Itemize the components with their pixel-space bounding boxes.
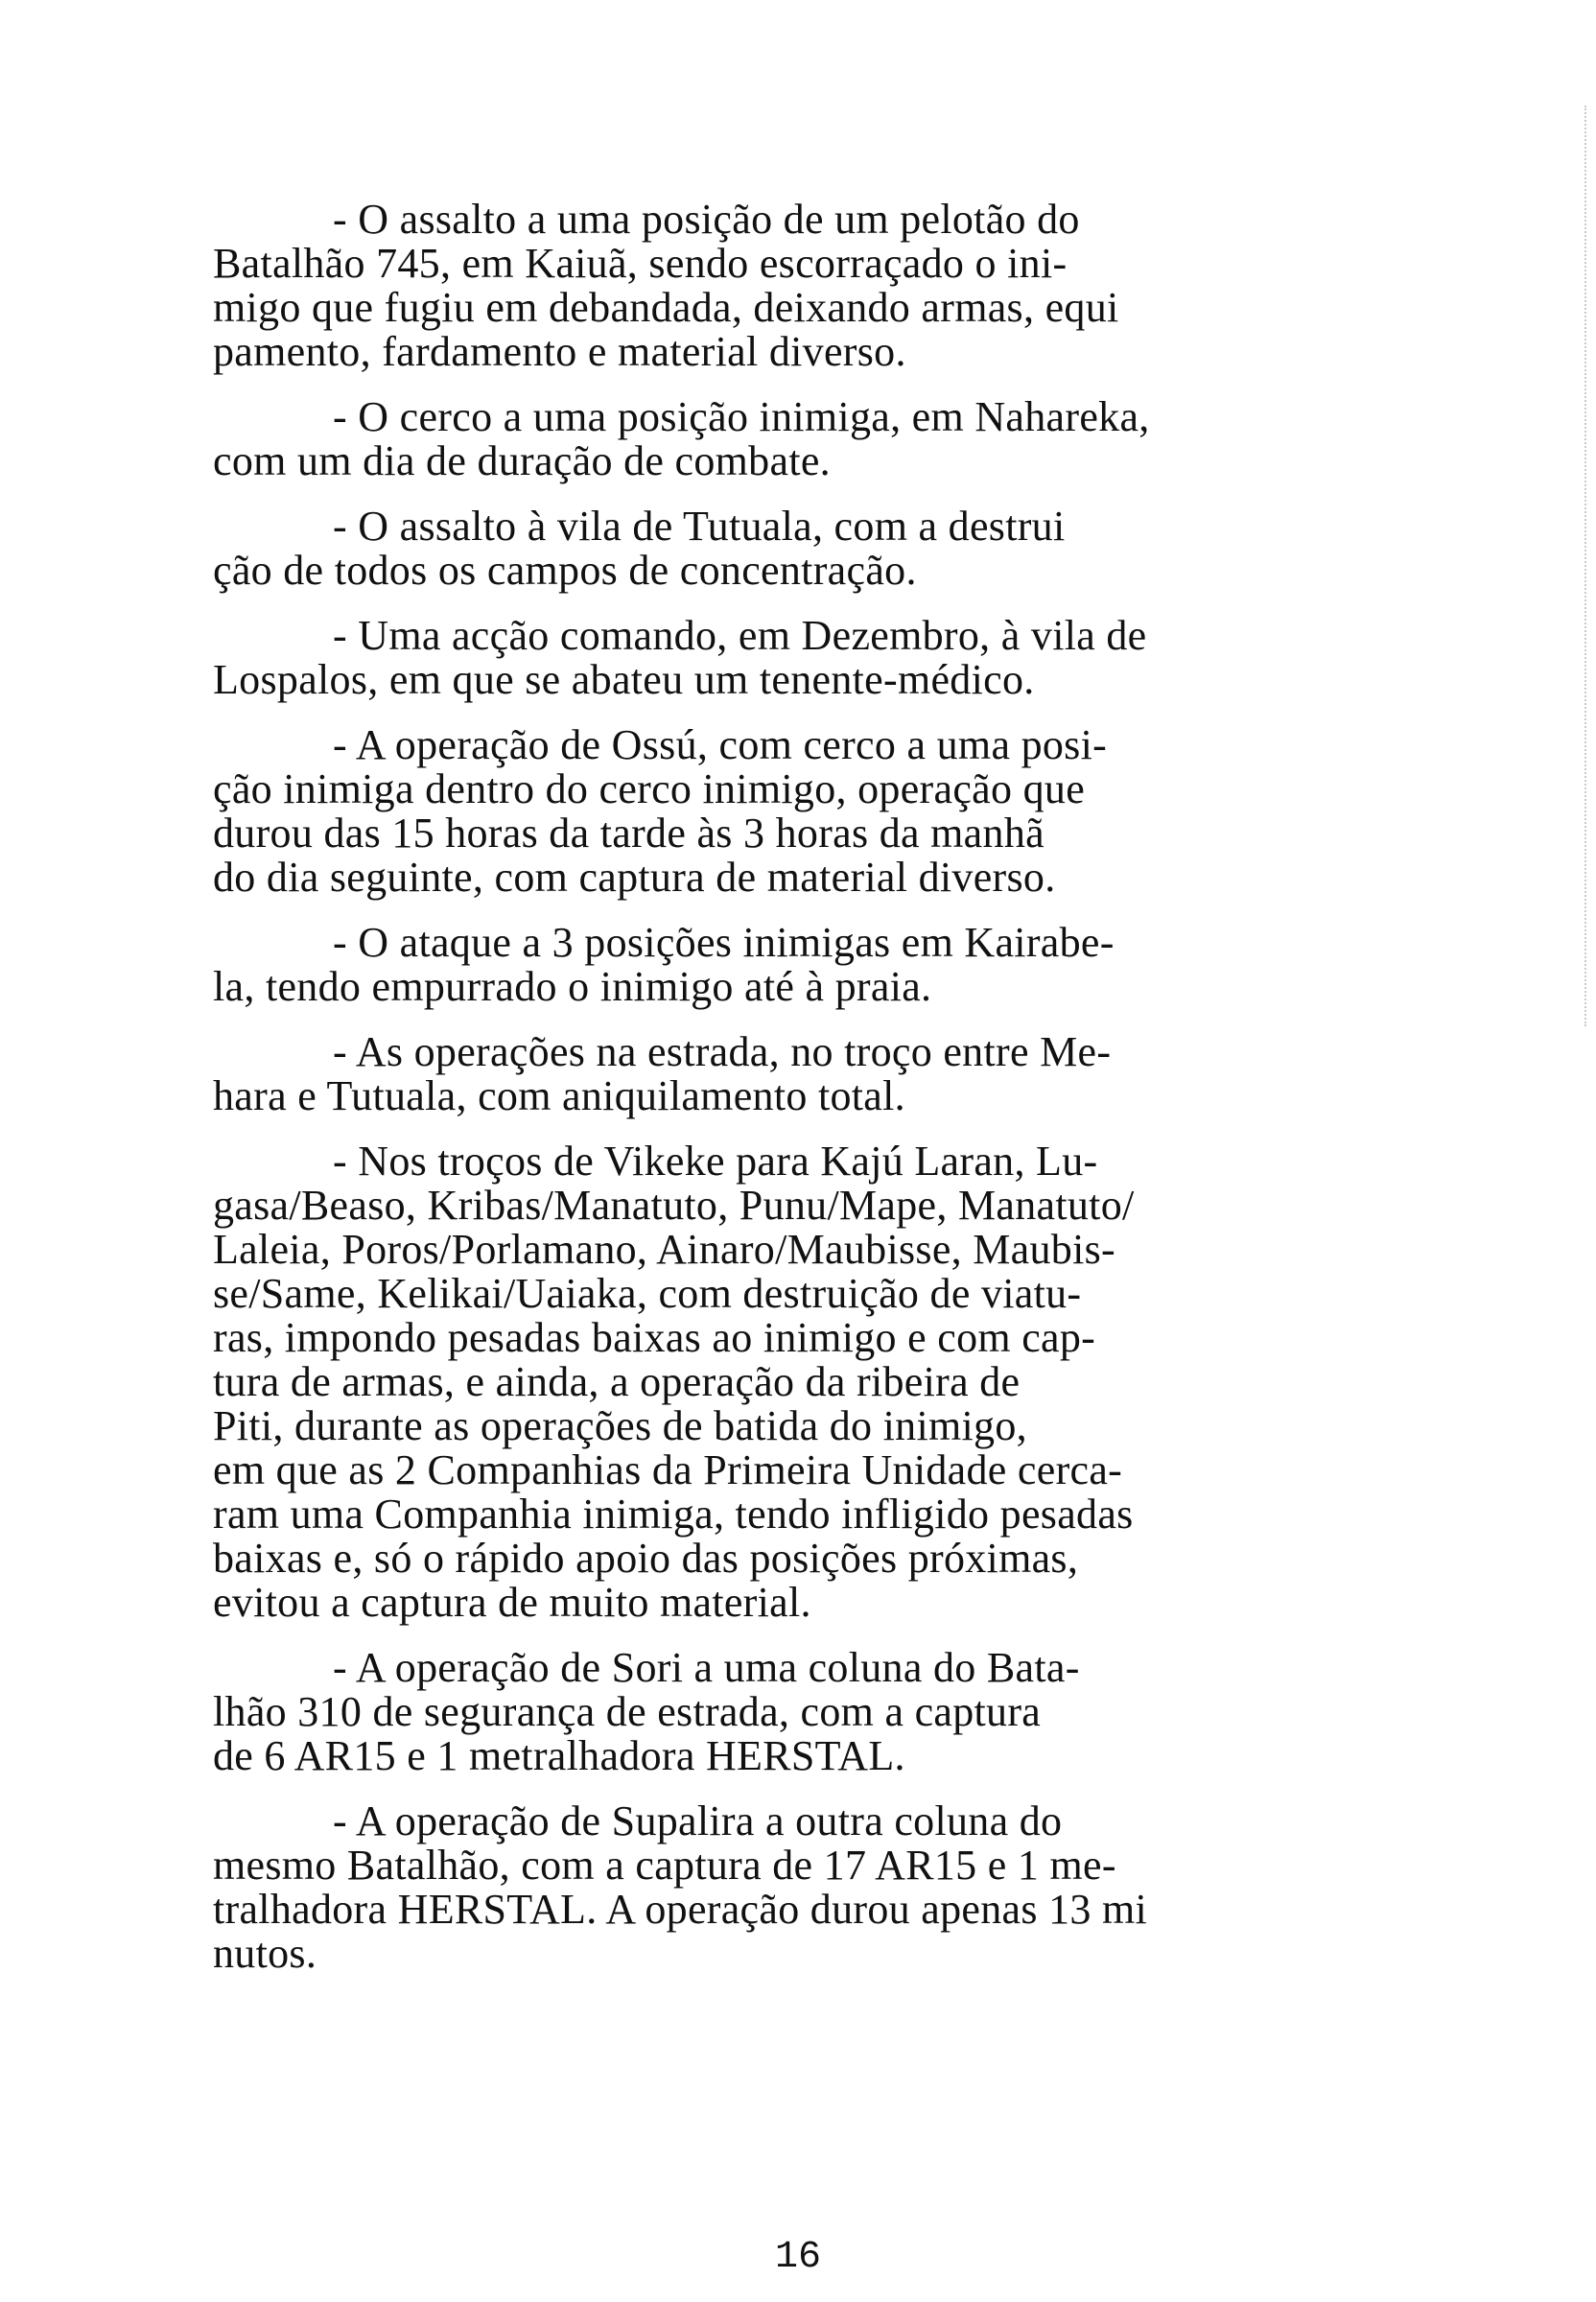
text-line: pamento, fardamento e material diverso. bbox=[213, 328, 906, 375]
text-line: - A operação de Sori a uma coluna do Bata- bbox=[333, 1644, 1080, 1691]
text-line: em que as 2 Companhias da Primeira Unidade cerca- bbox=[213, 1446, 1123, 1493]
text-line: ras, impondo pesadas baixas ao inimigo e com cap- bbox=[213, 1314, 1096, 1361]
text-line: ção inimiga dentro do cerco inimigo, operação que bbox=[213, 765, 1086, 812]
text-line: evitou a captura de muito material. bbox=[213, 1579, 811, 1626]
body-text bbox=[213, 198, 1460, 1997]
text-line: de 6 AR15 e 1 metralhadora HERSTAL. bbox=[213, 1732, 905, 1779]
paragraph bbox=[213, 395, 1460, 483]
text-line: - O cerco a uma posição inimiga, em Nahareka, bbox=[333, 393, 1150, 440]
text-line: Piti, durante as operações de batida do inimigo, bbox=[213, 1402, 1027, 1449]
paragraph bbox=[213, 1799, 1460, 1976]
text-line: tralhadora HERSTAL. A operação durou apenas 13 mi bbox=[213, 1886, 1148, 1933]
text-line: Lospalos, em que se abateu um tenente-médico. bbox=[213, 656, 1035, 703]
text-line: Batalhão 745, em Kaiuã, sendo escorraçado o ini- bbox=[213, 240, 1068, 287]
paragraph bbox=[213, 723, 1460, 900]
text-line: se/Same, Kelikai/Uaiaka, com destruição de viatu- bbox=[213, 1270, 1082, 1317]
text-line: la, tendo empurrado o inimigo até à praia. bbox=[213, 963, 932, 1010]
paragraph bbox=[213, 505, 1460, 593]
text-line: migo que fugiu em debandada, deixando armas, equi bbox=[213, 284, 1119, 331]
text-line: Laleia, Poros/Porlamano, Ainaro/Maubisse, Maubis- bbox=[213, 1226, 1115, 1273]
scan-edge-mark bbox=[1583, 106, 1586, 1026]
text-line: tura de armas, e ainda, a operação da ribeira de bbox=[213, 1358, 1021, 1405]
text-line: baixas e, só o rápido apoio das posições próximas, bbox=[213, 1535, 1079, 1582]
text-line: - A operação de Supalira a outra coluna do bbox=[333, 1797, 1063, 1844]
text-line: lhão 310 de segurança de estrada, com a captura bbox=[213, 1688, 1042, 1735]
text-line: nutos. bbox=[213, 1930, 317, 1977]
text-line: gasa/Beaso, Kribas/Manatuto, Punu/Mape, Manatuto/ bbox=[213, 1182, 1135, 1229]
paragraph bbox=[213, 1030, 1460, 1118]
text-line: durou das 15 horas da tarde às 3 horas da manhã bbox=[213, 810, 1044, 857]
text-line: - Nos troços de Vikeke para Kajú Laran, Lu- bbox=[333, 1138, 1098, 1185]
text-line: - O assalto à vila de Tutuala, com a destrui bbox=[333, 503, 1066, 550]
paragraph bbox=[213, 198, 1460, 374]
text-line: - O ataque a 3 posições inimigas em Kairabe- bbox=[333, 919, 1115, 966]
text-line: - As operações na estrada, no troço entre Me- bbox=[333, 1028, 1112, 1075]
paragraph bbox=[213, 921, 1460, 1009]
text-line: mesmo Batalhão, com a captura de 17 AR15 e 1 me- bbox=[213, 1842, 1116, 1889]
text-line: ção de todos os campos de concentração. bbox=[213, 547, 917, 594]
paragraph bbox=[213, 614, 1460, 702]
text-line: hara e Tutuala, com aniquilamento total. bbox=[213, 1072, 905, 1119]
text-line: - O assalto a uma posição de um pelotão do bbox=[333, 196, 1080, 243]
text-line: - Uma acção comando, em Dezembro, à vila de bbox=[333, 612, 1147, 659]
text-line: do dia seguinte, com captura de material diverso. bbox=[213, 854, 1056, 901]
paragraph bbox=[213, 1646, 1460, 1778]
text-line: - A operação de Ossú, com cerco a uma posi- bbox=[333, 721, 1108, 768]
text-line: com um dia de duração de combate. bbox=[213, 437, 831, 484]
page-number: 16 bbox=[774, 2236, 821, 2279]
text-line: ram uma Companhia inimiga, tendo infligido pesadas bbox=[213, 1491, 1134, 1538]
paragraph bbox=[213, 1139, 1460, 1625]
